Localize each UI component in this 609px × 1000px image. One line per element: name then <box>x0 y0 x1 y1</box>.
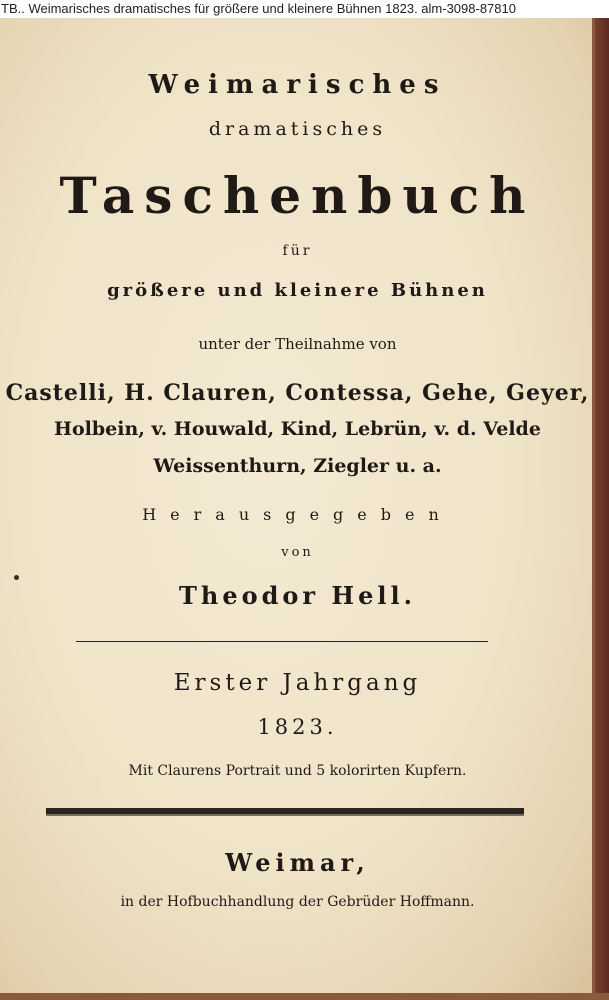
illustrations-note: Mit Claurens Portrait und 5 kolorirten Kupfern. <box>128 763 467 779</box>
book-spine-edge <box>595 18 609 1000</box>
contributors-intro: unter der Theilnahme von <box>198 335 397 353</box>
book-page <box>0 18 595 993</box>
editor-von: von <box>281 545 314 560</box>
thick-divider-rule <box>46 808 524 816</box>
contributors-line-1: Castelli, H. Clauren, Contessa, Gehe, Geyer, <box>5 380 590 406</box>
divider-rule <box>76 641 488 642</box>
title-line-dramatisches: dramatisches <box>208 118 387 140</box>
contributors-line-2: Holbein, v. Houwald, Kind, Lebrün, v. d. Velde <box>54 418 541 440</box>
book-bottom-edge <box>0 993 609 1000</box>
contributors-line-3: Weissenthurn, Ziegler u. a. <box>153 455 442 477</box>
main-title: Taschenbuch <box>59 166 536 225</box>
editor-intro: Herausgegeben <box>142 505 453 524</box>
edition: Erster Jahrgang <box>173 670 422 696</box>
ink-spot <box>14 575 19 580</box>
publication-place: Weimar, <box>225 848 370 877</box>
title-line-fuer: für <box>282 243 313 259</box>
editor-name: Theodor Hell. <box>179 581 416 610</box>
subtitle: größere und kleinere Bühnen <box>107 280 488 301</box>
year: 1823. <box>257 715 338 739</box>
image-caption: TB.. Weimarisches dramatisches für größere und kleinere Bühnen 1823. alm-3098-87810 <box>0 0 609 18</box>
publisher: in der Hofbuchhandlung der Gebrüder Hoffmann. <box>120 894 475 910</box>
title-line-weimarisches: Weimarisches <box>148 70 447 100</box>
